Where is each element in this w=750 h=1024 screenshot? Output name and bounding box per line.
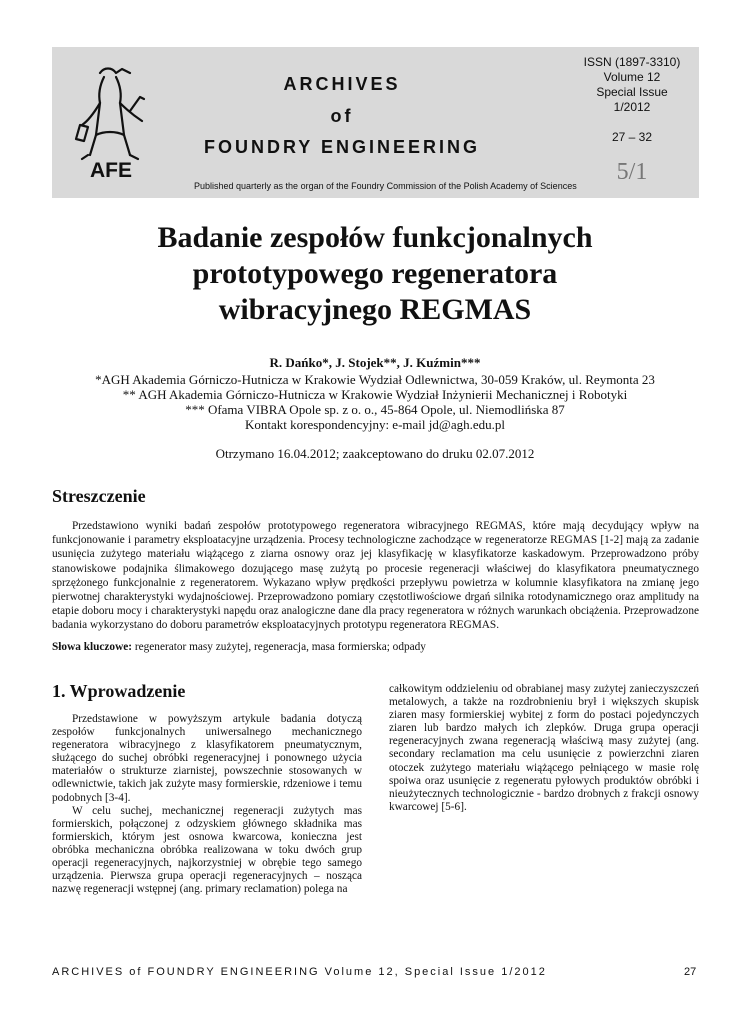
published-statement: Published quarterly as the organ of the Foundry Commission of the Polish Academy of Sciences — [194, 181, 577, 191]
keywords — [52, 641, 699, 653]
right-column — [389, 683, 699, 814]
authors: R. Dańko*, J. Stojek**, J. Kuźmin*** — [269, 355, 481, 370]
left-column — [52, 713, 362, 896]
article-number: 5/1 — [616, 159, 648, 185]
issn: ISSN (1897-3310) — [583, 55, 681, 69]
paper-title — [60, 220, 690, 328]
intro-paragraph-3: całkowitym oddzieleniu od obrabianej masy zużytej zanieczyszczeń metalowych, a także na rozdrobnieniu brył i większych skupisk ziaren masy formierskiej wybitej z form do postaci pojedynczych ziaren lub bardzo małych ich zlepków. Druga grupa operacji regeneracyjnych zwana regeneracją właściwą masy zużytej (ang. secondary reclamation ma celu usunięcie z powierzchni ziaren otoczek zużytego materiału wiążącego pełniącego w masie rolę spoiwa oraz usunięcie z regeneratu pyłowych produktów obróbki i nieużytecznych technologicznie - bardzo drobnych z frakcji osnowy kwarcowej [5-6]. — [389, 683, 699, 813]
affiliations — [60, 372, 690, 432]
running-footer: ARCHIVES of FOUNDRY ENGINEERING Volume 12, Special Issue 1/2012 — [52, 966, 547, 978]
journal-header — [52, 47, 699, 198]
title-line-2: prototypowego regeneratora — [192, 257, 558, 290]
received-dates: Otrzymano 16.04.2012; zaakceptowano do druku 02.07.2012 — [215, 446, 535, 461]
affiliation-1: *AGH Akademia Górniczo-Hutnicza w Krakowie Wydział Odlewnictwa, 30-059 Kraków, ul. Reymonta 23 — [95, 372, 655, 387]
page-number: 27 — [684, 966, 697, 978]
intro-heading: 1. Wprowadzenie — [52, 681, 186, 701]
keywords-list: regenerator masy zużytej, regeneracja, masa formierska; odpady — [132, 641, 426, 653]
affiliation-3: *** Ofama VIBRA Opole sp. z o. o., 45-864 Opole, ul. Niemodlińska 87 — [185, 402, 565, 417]
abstract-heading: Streszczenie — [52, 486, 146, 506]
afe-logo — [70, 59, 152, 183]
title-line-3: wibracyjnego REGMAS — [218, 293, 532, 326]
title-line-1: Badanie zespołów funkcjonalnych — [157, 221, 593, 254]
issue-info — [567, 55, 697, 115]
intro-paragraph-1: Przedstawione w powyższym artykule badania dotyczą zespołów funkcjonalnych uniwersalnego mechanicznego regeneratora wibracyjnego z klasyfikatorem pneumatycznym, służącego do suchej obróbki regeneracyjnej i ponownego użycia materiałów o strukturze ziarnistej, powszechnie stosowanych w odlewnictwie, takich jak zużyte masy formierskie, rdzeniowe i temu podobnych [3-4]. — [52, 713, 362, 804]
special-issue: Special Issue — [596, 85, 668, 99]
keywords-label: Słowa kluczowe: — [52, 641, 133, 653]
issue-number: 1/2012 — [613, 100, 651, 114]
abstract-text: Przedstawiono wyniki badań zespołów prototypowego regeneratora wibracyjnego REGMAS, które mają decydujący wpływ na funkcjonowanie i parametry eksploatacyjne urządzenia. Procesy technologiczne zachodzące w regeneratorze REGMAS [1-2] mają za zadanie usunięcia zużytego materiału wiążącego z ziarna osnowy oraz jej klasyfikację w klasyfikatorze kaskadowym. Przeprowadzono próby stanowiskowe podajnika ślimakowego dozującego masę zużytą po procesie regeneracji właściwej do klasyfikatora pneumatycznego sprzężonego funkcjonalnie z regeneratorem. Wykazano wpływ prędkości przepływu powietrza w kolumnie klasyfikatora na zmianę jego pierwotnej charakterystyki wydajnościowej. Przeprowadzono pomiary częstotliwościowe drgań silnika rotodynamicznego oraz amplitudy na etapie doboru mocy i charakterystyki napędu oraz analogiczne dane dla pracy regeneratora w różnych warunkach obciążenia. Przeprowadzone badania wykorzystano do doboru parametrów eksploatacyjnych prototypu regeneratora REGMAS. — [52, 520, 699, 632]
journal-title-line-2: of — [330, 106, 354, 126]
volume: Volume 12 — [603, 70, 661, 84]
page-range: 27 – 32 — [611, 130, 653, 144]
intro-paragraph-2: W celu suchej, mechanicznej regeneracji zużytych mas formierskich, połączonej z odzyskiem głównego składnika mas formierskich, którym jest osnowa kwarcowa, konieczna jest obróbka mechaniczna obróbka realizowana w toku dwóch grup operacji regeneracyjnych, najkorzystniej w obrębie tego samego urządzenia. Pierwsza grupa operacji regeneracyjnych – nosząca nazwę regeneracji wstępnej (ang. primary reclamation) polega na — [52, 804, 362, 896]
affiliation-2: ** AGH Akademia Górniczo-Hutnicza w Krakowie Wydział Inżynierii Mechanicznej i Robotyki — [122, 387, 628, 402]
contact-email: Kontakt korespondencyjny: e-mail jd@agh.edu.pl — [245, 417, 505, 432]
journal-title-line-1: ARCHIVES — [283, 74, 401, 94]
journal-title-line-3: FOUNDRY ENGINEERING — [203, 137, 481, 157]
logo-text: AFE — [90, 159, 132, 182]
